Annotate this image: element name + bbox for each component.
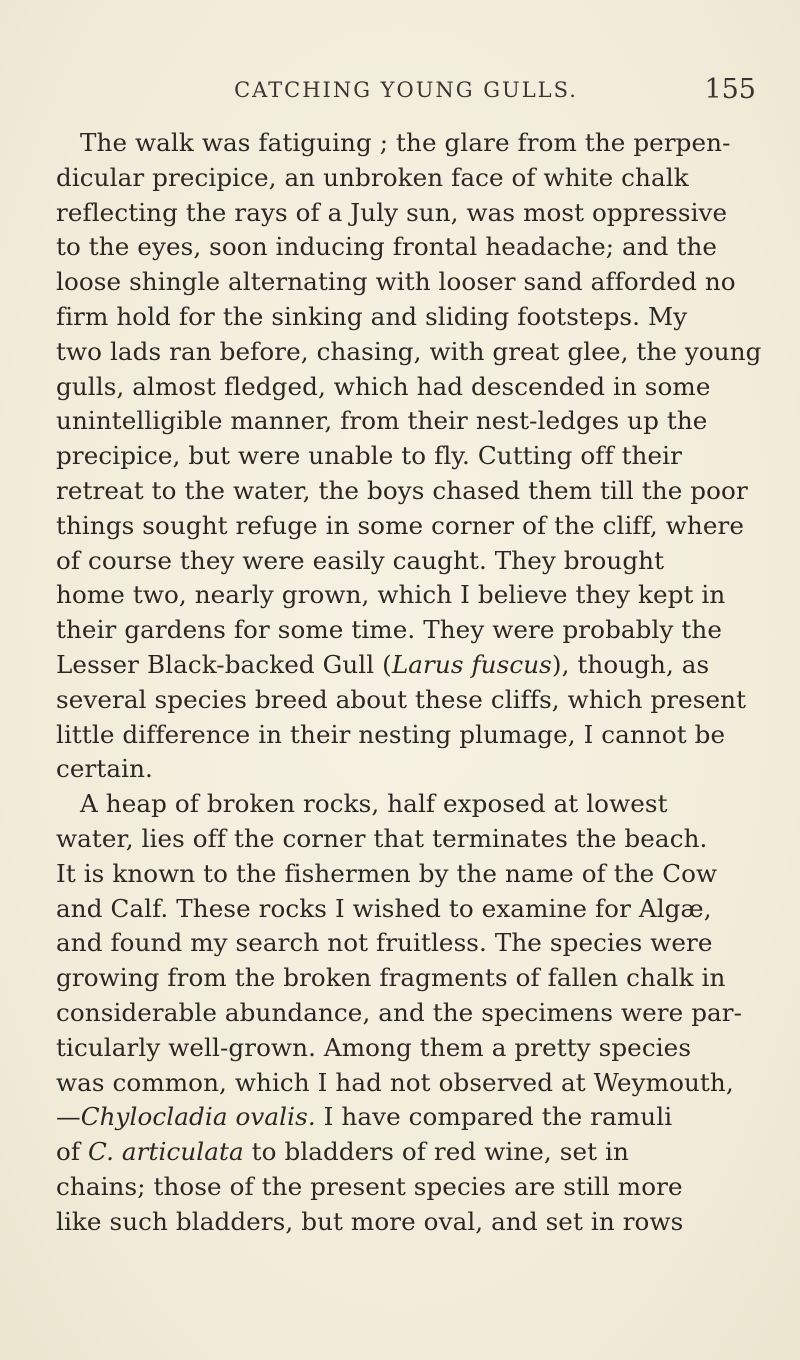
paragraph-2 bbox=[56, 787, 756, 1239]
text-line: several species breed about these cliffs, which present bbox=[56, 684, 747, 714]
text-line: dicular precipice, an unbroken face of white chalk bbox=[56, 162, 689, 192]
body-text bbox=[56, 126, 762, 1240]
page-number: 155 bbox=[704, 74, 756, 105]
text-line: ticularly well-grown. Among them a pretty species bbox=[56, 1032, 692, 1062]
italic-species-name: Chylocladia ovalis. bbox=[80, 1102, 316, 1132]
italic-species-name: C. articulata bbox=[88, 1137, 244, 1167]
text-segment: ), though, as bbox=[551, 649, 710, 679]
text-line: retreat to the water, the boys chased them till the poor bbox=[56, 475, 748, 505]
text-line: home two, nearly grown, which I believe they kept in bbox=[56, 580, 726, 610]
text-line: certain. bbox=[56, 754, 153, 784]
text-line: unintelligible manner, from their nest-ledges up the bbox=[56, 406, 708, 436]
text-line: gulls, almost fledged, which had descended in some bbox=[56, 371, 711, 401]
text-line: A heap of broken rocks, half exposed at lowest bbox=[80, 789, 668, 819]
text-line: was common, which I had not observed at Weymouth, bbox=[56, 1067, 734, 1097]
text-line: two lads ran before, chasing, with great glee, the young bbox=[56, 336, 762, 366]
text-segment: of bbox=[56, 1137, 89, 1167]
text-line: of course they were easily caught. They brought bbox=[56, 545, 665, 575]
text-segment: I have compared the ramuli bbox=[315, 1102, 673, 1132]
text-line: their gardens for some time. They were probably the bbox=[56, 615, 722, 645]
text-line: The walk was fatiguing ; the glare from the perpen- bbox=[80, 128, 731, 157]
text-line: firm hold for the sinking and sliding footsteps. My bbox=[56, 301, 688, 331]
text-line: to the eyes, soon inducing frontal headache; and the bbox=[56, 232, 718, 262]
text-segment: — bbox=[56, 1102, 81, 1132]
text-line: things sought refuge in some corner of the cliff, where bbox=[56, 510, 745, 540]
text-line: water, lies off the corner that terminates the beach. bbox=[56, 823, 708, 853]
text-line: growing from the broken fragments of fallen chalk in bbox=[56, 963, 726, 993]
text-line-with-italic bbox=[56, 1135, 756, 1170]
text-line-with-italic bbox=[56, 648, 756, 683]
italic-species-name: Larus fuscus bbox=[391, 649, 552, 679]
text-line: considerable abundance, and the specimens were par- bbox=[56, 997, 743, 1027]
text-segment: to bladders of red wine, set in bbox=[243, 1137, 629, 1167]
text-line: and found my search not fruitless. The species were bbox=[56, 928, 713, 958]
text-line: like such bladders, but more oval, and set in rows bbox=[56, 1206, 684, 1236]
running-title: CATCHING YOUNG GULLS. bbox=[234, 78, 578, 102]
text-line: reflecting the rays of a July sun, was most oppressive bbox=[56, 197, 728, 227]
text-line-with-italic bbox=[56, 1100, 756, 1135]
text-line: precipice, but were unable to fly. Cutting off their bbox=[56, 441, 682, 471]
text-line: little difference in their nesting plumage, I cannot be bbox=[56, 719, 726, 749]
text-line: chains; those of the present species are still more bbox=[56, 1171, 683, 1201]
text-line: and Calf. These rocks I wished to examine for Algæ, bbox=[56, 893, 712, 923]
text-line: loose shingle alternating with looser sand afforded no bbox=[56, 267, 736, 297]
text-line: It is known to the fishermen by the name of the Cow bbox=[56, 858, 718, 888]
text-segment: Lesser Black-backed Gull ( bbox=[56, 649, 392, 679]
paragraph-1 bbox=[56, 126, 762, 787]
page-header bbox=[56, 70, 756, 110]
